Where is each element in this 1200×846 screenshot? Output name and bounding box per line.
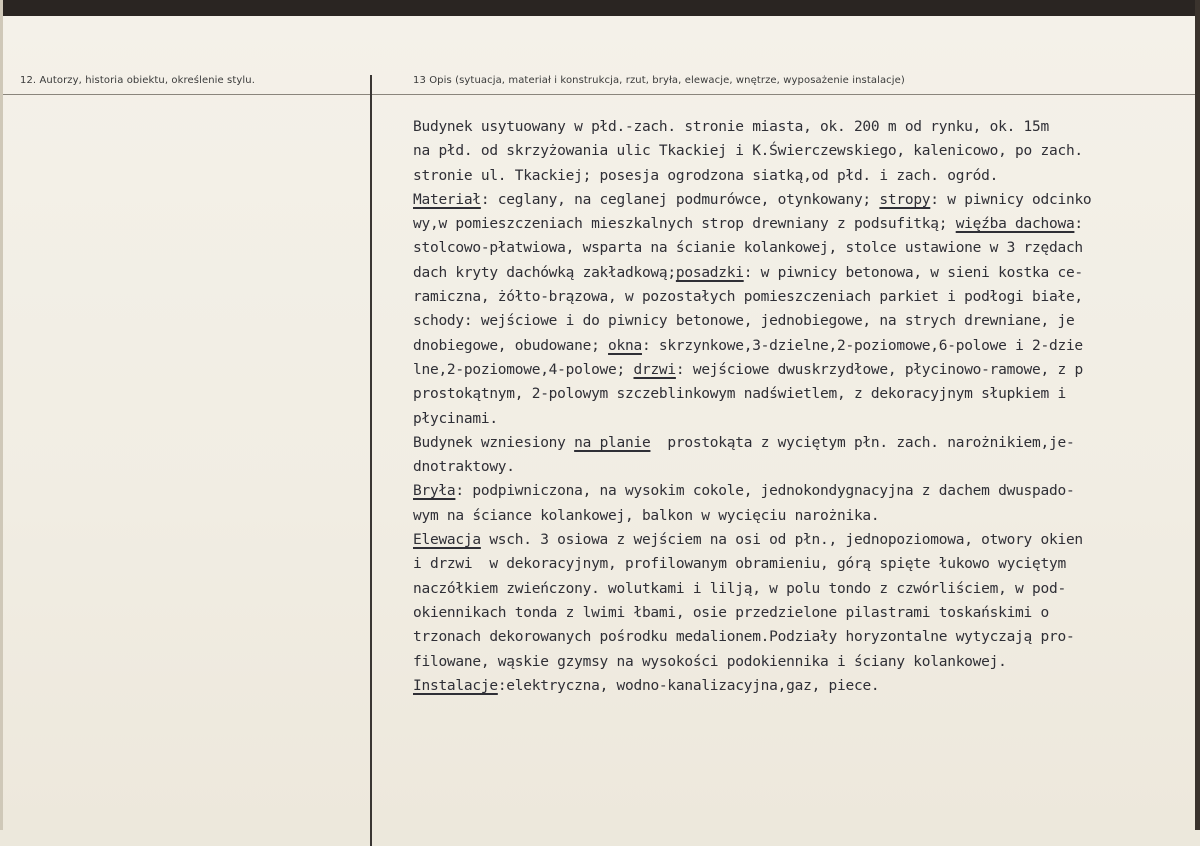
- text-segment: trzonach dekorowanych pośrodku medalionem.Podziały horyzontalne wytyczają pro-: [413, 629, 1075, 646]
- text-segment: wy,w pomieszczeniach mieszkalnych strop drewniany z podsufitką;: [413, 216, 956, 233]
- text-line: [413, 139, 1200, 163]
- text-line: [413, 358, 1200, 382]
- text-segment: dach kryty dachówką zakładkową;: [413, 264, 676, 281]
- text-line: [413, 188, 1200, 212]
- text-line: [413, 261, 1200, 285]
- text-segment: dnobiegowe, obudowane;: [413, 337, 609, 354]
- text-segment: Budynek usytuowany w płd.-zach. stronie miasta, ok. 200 m od rynku, ok. 15m: [413, 119, 1049, 135]
- section-13-header: 13 Opis (sytuacja, materiał i konstrukcja, rzut, bryła, elewacje, wnętrze, wyposażenie instalacje): [413, 75, 905, 86]
- text-segment: wsch. 3 osiowa z wejściem na osi od płn., jednopoziomowa, otwory okien: [480, 532, 1083, 549]
- text-line: [413, 625, 1200, 649]
- text-segment: : w piwnicy betonowa, w sieni kostka ce-: [743, 264, 1083, 281]
- text-segment: ramiczna, żółto-brązowa, w pozostałych pomieszczeniach parkiet i podłogi białe,: [413, 289, 1083, 306]
- description-text: [413, 115, 1200, 698]
- underlined-heading: na planie: [574, 434, 651, 451]
- text-line: [413, 650, 1200, 674]
- text-segment: dnotraktowy.: [413, 459, 515, 476]
- text-line: [413, 407, 1200, 431]
- text-segment: schody: wejściowe i do piwnicy betonowe, jednobiegowe, na strych drewniane, je: [413, 313, 1075, 330]
- text-line: [413, 528, 1200, 552]
- text-segment: Budynek wzniesiony: [413, 434, 575, 451]
- underlined-heading: Elewacja: [413, 532, 481, 549]
- underlined-heading: posadzki: [675, 264, 744, 281]
- text-line: [413, 552, 1200, 576]
- text-line: [413, 236, 1200, 260]
- underlined-heading: drzwi: [633, 361, 676, 378]
- document-sheet: [3, 16, 1195, 830]
- text-segment: : wejściowe dwuskrzydłowe, płycinowo-ramowe, z p: [675, 361, 1083, 378]
- text-line: [413, 115, 1200, 139]
- text-line: [413, 334, 1200, 358]
- text-line: [413, 285, 1200, 309]
- text-line: [413, 479, 1200, 503]
- text-line: [413, 382, 1200, 406]
- text-line: [413, 674, 1200, 698]
- text-segment: : w piwnicy odcinko: [930, 191, 1092, 208]
- underlined-heading: Instalacje: [413, 677, 498, 694]
- text-segment: naczółkiem zwieńczony. wolutkami i lilją, w polu tondo z czwórliściem, w pod-: [413, 580, 1066, 597]
- text-segment: :elektryczna, wodno-kanalizacyjna,gaz, piece.: [497, 677, 880, 694]
- text-segment: stolcowo-płatwiowa, wsparta na ścianie kolankowej, stolce ustawione w 3 rzędach: [413, 240, 1083, 257]
- underlined-heading: więźba dachowa: [955, 216, 1075, 233]
- text-segment: i drzwi w dekoracyjnym, profilowanym obramieniu, górą spięte łukowo wyciętym: [413, 556, 1066, 573]
- page-top-edge: [0, 0, 1200, 16]
- text-line: [413, 164, 1200, 188]
- text-segment: :: [1074, 216, 1083, 233]
- text-segment: wym na ściance kolankowej, balkon w wycięciu narożnika.: [413, 507, 880, 524]
- text-segment: stronie ul. Tkackiej; posesja ogrodzona siatką,od płd. i zach. ogród.: [413, 167, 999, 184]
- underlined-heading: Bryła: [413, 483, 456, 500]
- underlined-heading: okna: [608, 337, 642, 354]
- text-segment: na płd. od skrzyżowania ulic Tkackiej i K.Świerczewskiego, kalenicowo, po zach.: [413, 143, 1083, 160]
- text-line: [413, 577, 1200, 601]
- column-divider-line: [370, 75, 372, 846]
- text-line: [413, 504, 1200, 528]
- text-line: [413, 601, 1200, 625]
- text-line: [413, 455, 1200, 479]
- text-segment: : ceglany, na ceglanej podmurówce, otynkowany;: [480, 191, 880, 208]
- underlined-heading: stropy: [879, 191, 931, 208]
- text-segment: filowane, wąskie gzymsy na wysokości podokiennika i ściany kolankowej.: [413, 653, 1007, 670]
- text-segment: prostokątnym, 2-polowym szczeblinkowym nadświetlem, z dekoracyjnym słupkiem i: [413, 386, 1066, 403]
- underlined-heading: Materiał: [413, 191, 481, 208]
- text-line: [413, 431, 1200, 455]
- text-segment: okiennikach tonda z lwimi łbami, osie przedzielone pilastrami toskańskimi o: [413, 604, 1049, 621]
- text-line: [413, 212, 1200, 236]
- section-12-header: 12. Autorzy, historia obiektu, określenie stylu.: [20, 75, 255, 86]
- text-segment: lne,2-poziomowe,4-polowe;: [413, 361, 634, 378]
- text-segment: : podpiwniczona, na wysokim cokole, jednokondygnacyjna z dachem dwuspado-: [455, 483, 1075, 500]
- text-segment: prostokąta z wyciętym płn. zach. narożnikiem,je-: [650, 434, 1075, 451]
- text-segment: : skrzynkowe,3-dzielne,2-poziomowe,6-polowe i 2-dzie: [641, 337, 1083, 354]
- header-divider-line: [3, 94, 1195, 95]
- text-segment: płycinami.: [413, 410, 498, 427]
- text-line: [413, 309, 1200, 333]
